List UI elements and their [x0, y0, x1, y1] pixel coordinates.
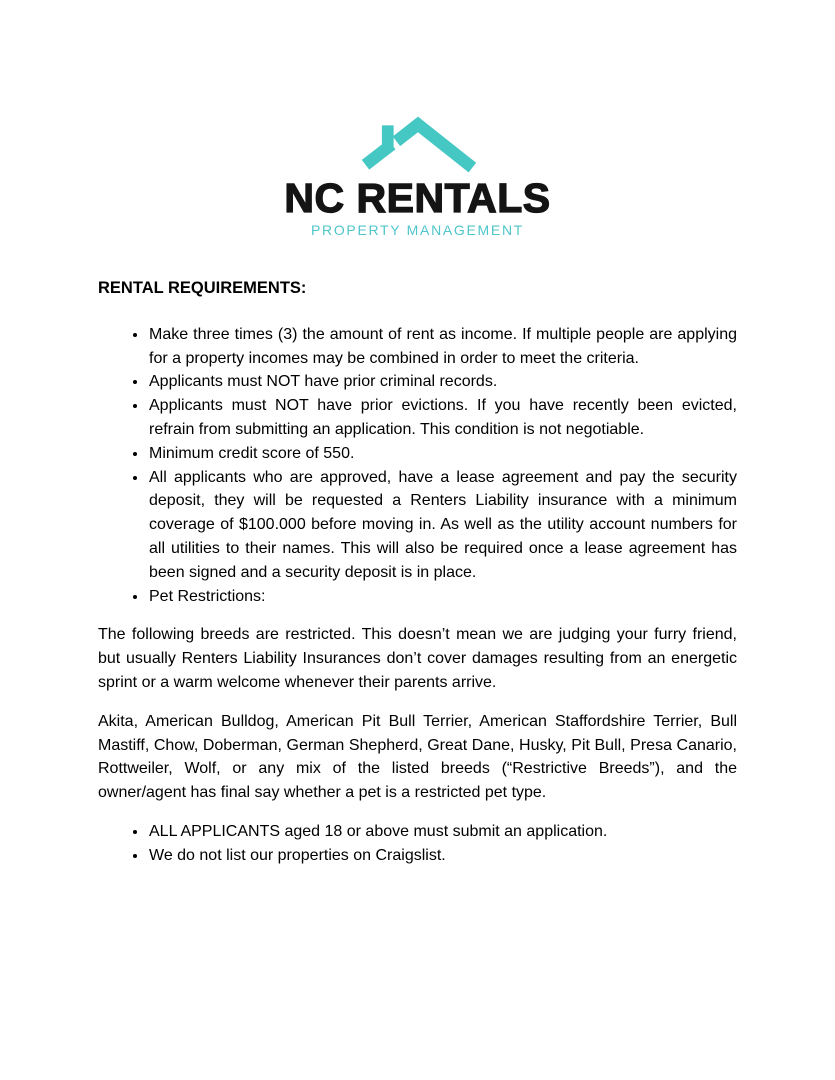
restricted-breeds-intro-paragraph: The following breeds are restricted. This doesn’t mean we are judging your furry friend, but usually Renters Liability Insurances don’t cover damages resulting from an energetic sprint or a warm welcome whenever their parents arrive.: [98, 626, 737, 691]
list-item: • All applicants who are approved, have a lease agreement and pay the security deposit, they will be requested a Renters Liability insurance with a minimum coverage of $100.000 before moving in. As well as the utility account numbers for all utilities to their names. This will also be required once a lease agreement has been signed and a security deposit is in place.: [148, 466, 737, 585]
list-item: • We do not list our properties on Craigslist.: [148, 844, 737, 868]
list-item: • Applicants must NOT have prior evictions. If you have recently been evicted, refrain from submitting an application. This condition is not negotiable.: [148, 394, 737, 442]
list-item: • ALL APPLICANTS aged 18 or above must submit an application.: [148, 820, 737, 844]
document-content: [0, 237, 835, 868]
rental-requirements-list: [98, 323, 737, 609]
restricted-breeds-list-paragraph: Akita, American Bulldog, American Pit Bull Terrier, American Staffordshire Terrier, Bull Mastiff, Chow, Doberman, German Shepherd, Great Dane, Husky, Pit Bull, Presa Canario, Rottweiler, Wolf, or any mix of the listed breeds (“Restrictive Breeds”), and the owner/agent has final say whether a pet is a restricted pet type.: [98, 712, 737, 802]
list-item: • Applicants must NOT have prior criminal records.: [148, 370, 737, 394]
brand-subtitle: PROPERTY MANAGEMENT: [310, 222, 525, 238]
list-item: • Pet Restrictions:: [148, 585, 737, 609]
list-item: • Minimum credit score of 550.: [148, 442, 737, 466]
list-item: • Make three times (3) the amount of rent as income. If multiple people are applying for a property incomes may be combined in order to meet the criteria.: [148, 323, 737, 371]
page-title: RENTAL REQUIREMENTS:: [98, 279, 307, 297]
brand-name: NC RENTALS: [284, 175, 551, 221]
company-logo: [0, 0, 835, 237]
additional-requirements-list: [98, 820, 737, 868]
house-roof-icon: [356, 116, 480, 176]
